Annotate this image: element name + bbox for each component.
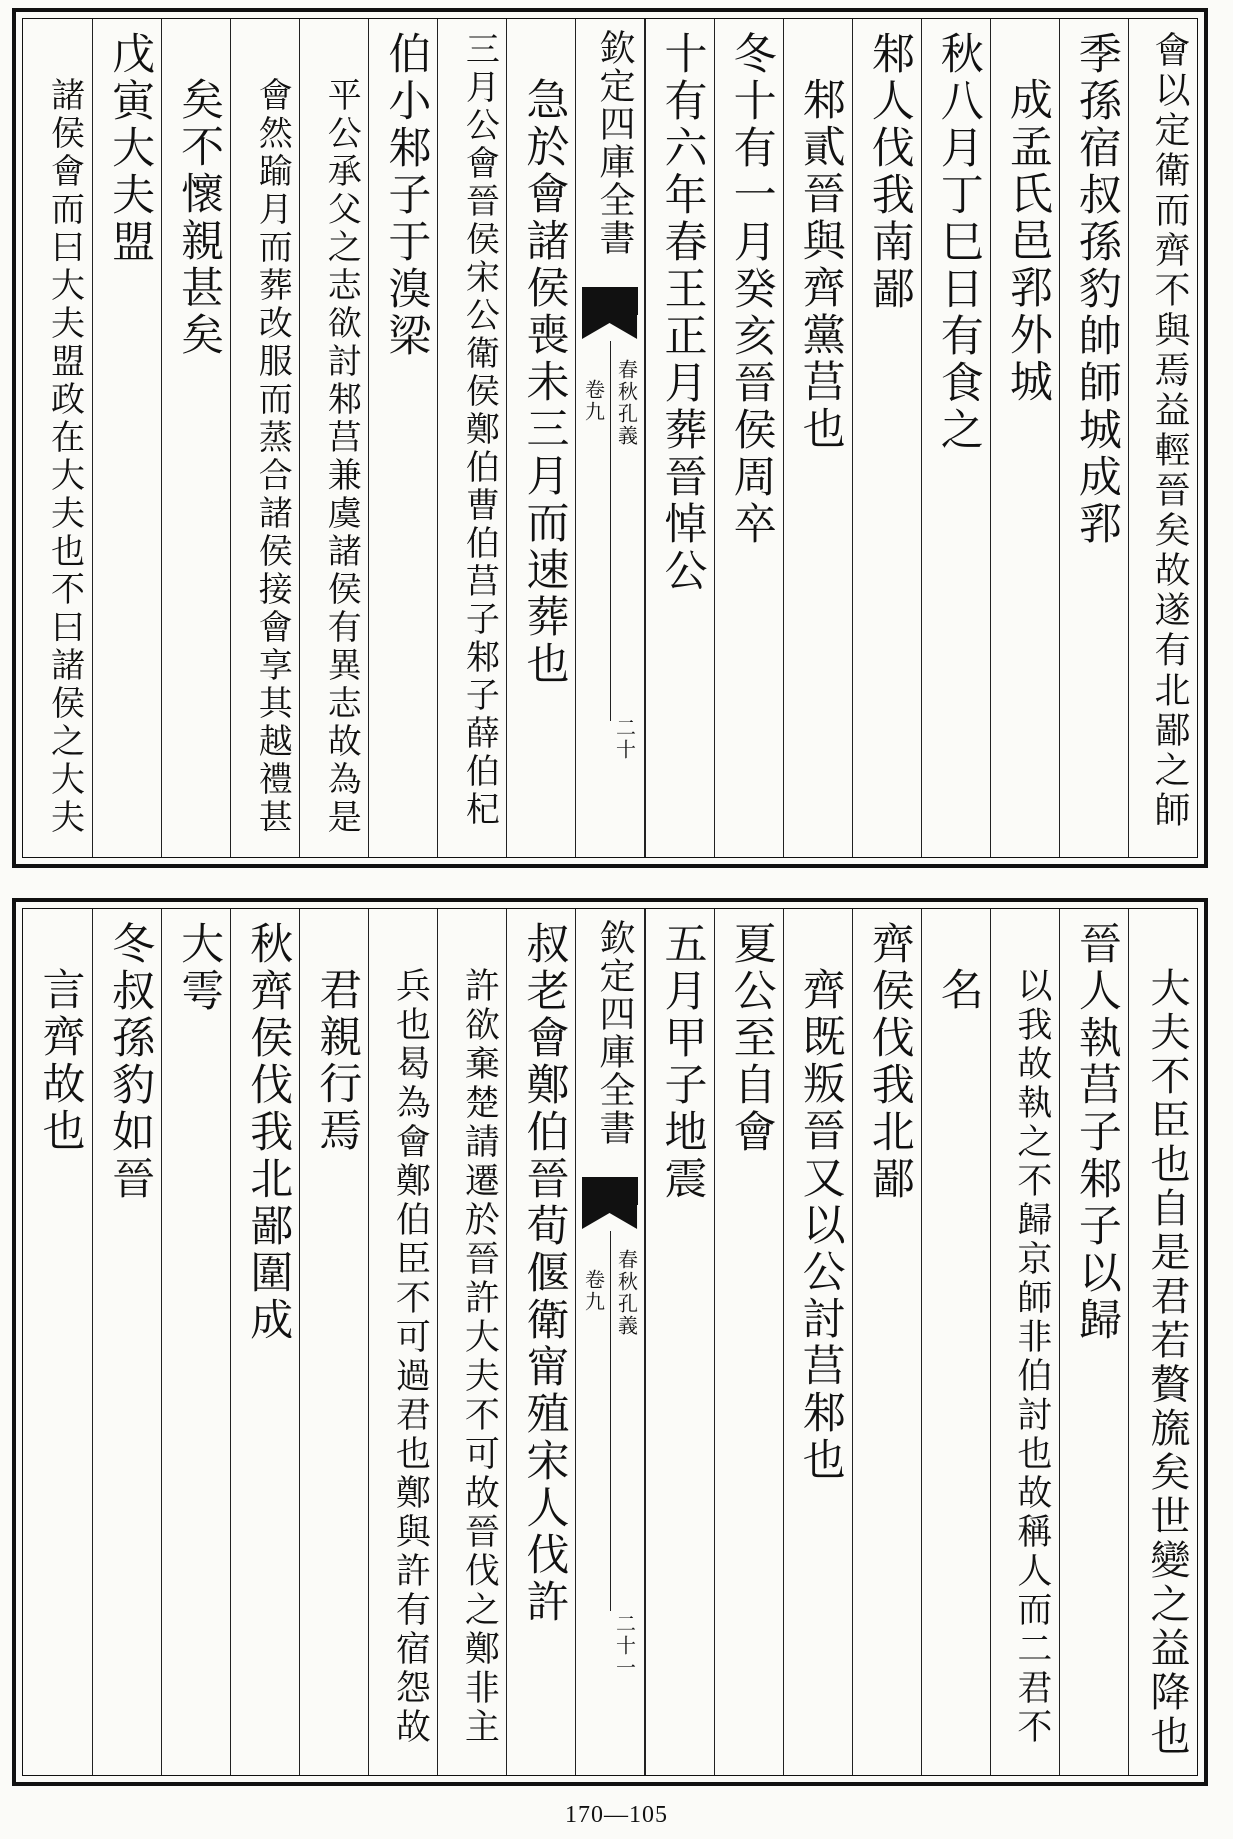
commentary-text: 邾貳晉與齊黨莒也 (795, 77, 846, 453)
collection-title: 欽定四庫全書 (594, 919, 635, 1147)
text-column (92, 19, 161, 857)
text-column (230, 19, 299, 857)
commentary-text: 以我故執之不歸京師非伯討也故稱人而二君不 (1011, 967, 1052, 1747)
bottom-page (12, 898, 1208, 1786)
commentary-text: 急於會諸侯喪未三月而速葬也 (519, 77, 570, 688)
classic-text: 五月甲子地震 (657, 921, 708, 1203)
center-margin (575, 909, 644, 1775)
text-column (506, 19, 575, 857)
text-column (23, 19, 92, 857)
commentary-text: 矣不懷親甚矣 (174, 77, 225, 359)
text-column (645, 909, 714, 1775)
fish-tail-notch (582, 315, 637, 339)
fish-tail-mark (582, 287, 637, 315)
text-column (714, 19, 783, 857)
commentary-text: 大夫不臣也自是君若贅旒矣世變之益降也 (1143, 967, 1190, 1759)
text-column (368, 909, 437, 1775)
text-column (368, 19, 437, 857)
commentary-text: 諸侯會而曰大夫盟政在大夫也不曰諸侯之大夫 (44, 77, 85, 837)
text-column (506, 909, 575, 1775)
text-column (1059, 19, 1128, 857)
text-column (921, 19, 990, 857)
commentary-text: 齊既叛晉又以公討莒邾也 (795, 967, 846, 1484)
classic-text: 晉人執莒子邾子以歸 (1071, 921, 1122, 1344)
center-margin (575, 19, 644, 857)
classic-text: 冬十有一月癸亥晉侯周卒 (726, 31, 777, 548)
text-column (990, 19, 1059, 857)
classic-text: 十有六年春王正月葬晉悼公 (657, 31, 708, 595)
book-title: 春秋孔義 (614, 1249, 639, 1337)
volume-label: 卷九 (581, 1269, 606, 1313)
commentary-text: 兵也曷為會鄭伯臣不可過君也鄭與許有宿怨故 (390, 967, 431, 1747)
classic-text: 邾人伐我南鄙 (864, 31, 915, 313)
page-number: 170—105 (565, 1802, 668, 1828)
text-column (783, 909, 852, 1775)
text-column (1128, 19, 1197, 857)
commentary-text: 言齊故也 (35, 967, 86, 1155)
text-column (299, 19, 368, 857)
text-column (645, 19, 714, 857)
commentary-text: 平公承父之志欲討邾莒兼虞諸侯有異志故為是 (321, 77, 362, 837)
classic-text: 夏公至自會 (726, 921, 777, 1156)
classic-text: 季孫宿叔孫豹帥師城成郛 (1071, 31, 1122, 548)
commentary-text: 許欲棄楚請遷於晉許大夫不可故晉伐之鄭非主 (459, 967, 500, 1747)
fish-tail-notch (582, 1205, 637, 1229)
volume-label: 卷九 (581, 379, 606, 423)
classic-text: 大雩 (174, 921, 225, 1015)
text-column (1128, 909, 1197, 1775)
commentary-text: 會然踰月而葬改服而蒸合諸侯接會享其越禮甚 (252, 77, 293, 837)
classic-text: 秋八月丁巳日有食之 (933, 31, 984, 454)
text-column (852, 19, 921, 857)
text-column (852, 909, 921, 1775)
fish-tail-mark (582, 1177, 637, 1205)
text-column (161, 19, 230, 857)
text-column (230, 909, 299, 1775)
commentary-text: 名 (933, 967, 984, 1014)
text-column (92, 909, 161, 1775)
text-column (714, 909, 783, 1775)
text-column (299, 909, 368, 1775)
collection-title: 欽定四庫全書 (594, 29, 635, 257)
folio-number: 二十一 (612, 1613, 637, 1679)
text-column (23, 909, 92, 1775)
text-column (437, 909, 506, 1775)
book-title: 春秋孔義 (614, 359, 639, 447)
text-column (783, 19, 852, 857)
classic-text: 三月公會晉侯宋公衛侯鄭伯曹伯莒子邾子薛伯杞 (459, 31, 500, 829)
top-page-frame (22, 18, 1198, 858)
top-page (12, 8, 1208, 868)
center-rule (610, 341, 612, 721)
classic-text: 叔老會鄭伯晉荀偃衛甯殖宋人伐許 (519, 921, 570, 1626)
folio-number: 二十 (612, 717, 637, 761)
classic-text: 秋齊侯伐我北鄙圍成 (243, 921, 294, 1344)
commentary-text: 君親行焉 (312, 967, 363, 1155)
classic-text: 戊寅大夫盟 (105, 31, 156, 266)
text-column (921, 909, 990, 1775)
classic-text: 齊侯伐我北鄙 (864, 921, 915, 1203)
text-column (990, 909, 1059, 1775)
classic-text: 伯小邾子于溴梁 (381, 31, 432, 360)
classic-text: 會以定衛而齊不與焉益輕晉矣故遂有北鄙之師 (1148, 31, 1190, 831)
commentary-text: 成孟氏邑郛外城 (1002, 77, 1053, 406)
center-rule (610, 1231, 612, 1611)
classic-text: 冬叔孫豹如晉 (105, 921, 156, 1203)
text-column (1059, 909, 1128, 1775)
text-column (437, 19, 506, 857)
bottom-page-frame (22, 908, 1198, 1776)
text-column (161, 909, 230, 1775)
